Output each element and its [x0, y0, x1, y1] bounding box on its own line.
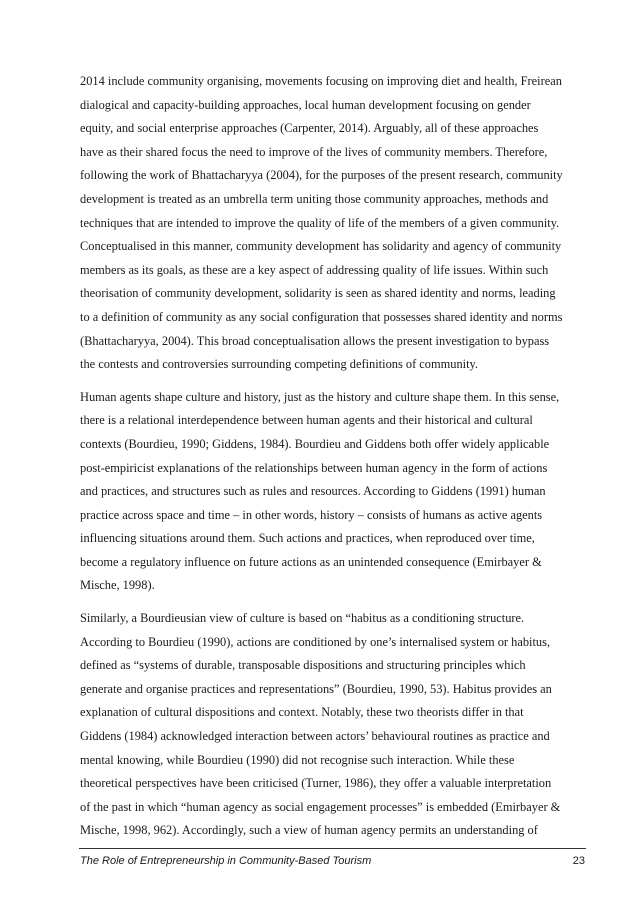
text-line: theoretical perspectives have been criticised (Turner, 1986), they offer a valuable interpretation [80, 776, 552, 791]
text-line: generate and organise practices and representations” (Bourdieu, 1990, 53). Habitus provides an [80, 681, 552, 696]
text-line: Giddens (1984) acknowledged interaction between actors’ behavioural routines as practice and [80, 729, 550, 744]
footer-divider [79, 848, 586, 849]
text-line: to a definition of community as any social configuration that possesses shared identity and norms [80, 309, 563, 324]
text-line: dialogical and capacity-building approaches, local human development focusing on gender [80, 97, 531, 112]
text-line: contexts (Bourdieu, 1990; Giddens, 1984). Bourdieu and Giddens both offer widely applicable [80, 436, 550, 451]
text-line: Mische, 1998, 962). Accordingly, such a view of human agency permits an understanding of [80, 823, 538, 838]
text-line: of the past in which “human agency as social engagement processes” is embedded (Emirbayer & [80, 799, 561, 814]
text-line: influencing situations around them. Such actions and practices, when reproduced over time, [80, 531, 535, 546]
text-line: theorisation of community development, solidarity is seen as shared identity and norms, leading [80, 286, 556, 301]
text-line: practice across space and time – in other words, history – consists of humans as active agents [80, 507, 543, 522]
text-line: have as their shared focus the need to improve of the lives of community members. Therefore, [80, 144, 548, 159]
paragraph-2 [80, 386, 585, 598]
text-line: following the work of Bhattacharyya (2004), for the purposes of the present research, community [80, 168, 563, 183]
footer-document-title: The Role of Entrepreneurship in Community-Based Tourism [80, 855, 372, 867]
text-line: explanation of cultural dispositions and context. Notably, these two theorists differ in that [80, 705, 524, 720]
text-line: Conceptualised in this manner, community development has solidarity and agency of community [80, 239, 562, 254]
text-line: there is a relational interdependence between human agents and their historical and cultural [80, 413, 533, 428]
text-line: Mische, 1998). [80, 578, 155, 593]
body-text [80, 70, 585, 852]
text-line: mental knowing, while Bourdieu (1990) did not recognise such interaction. While these [80, 752, 515, 767]
text-line: techniques that are intended to improve the quality of life of the members of a given community. [80, 215, 560, 230]
text-line: members as its goals, as these are a key aspect of addressing quality of life issues. Within such [80, 262, 549, 277]
text-line: Similarly, a Bourdieusian view of culture is based on “habitus as a conditioning structure. [80, 611, 525, 626]
text-line: (Bhattacharyya, 2004). This broad conceptualisation allows the present investigation to bypass [80, 333, 550, 348]
text-line: development is treated as an umbrella term uniting those community approaches, methods and [80, 191, 549, 206]
text-line: the contests and controversies surrounding competing definitions of community. [80, 357, 479, 372]
text-line: become a regulatory influence on future actions as an unintended consequence (Emirbayer & [80, 554, 542, 569]
text-line: post-empiricist explanations of the relationships between human agency in the form of actions [80, 460, 548, 475]
text-line: 2014 include community organising, movements focusing on improving diet and health, Freirean [80, 74, 562, 88]
paragraph-3 [80, 607, 585, 843]
text-line: equity, and social enterprise approaches (Carpenter, 2014). Arguably, all of these approaches [80, 121, 539, 136]
paragraph-1 [80, 70, 585, 377]
page-number: 23 [572, 855, 585, 867]
text-line: and practices, and structures such as rules and resources. According to Giddens (1991) human [80, 484, 546, 499]
text-line: According to Bourdieu (1990), actions are conditioned by one’s internalised system or habitus, [80, 634, 551, 649]
text-line: defined as “systems of durable, transposable dispositions and structuring principles which [80, 658, 526, 673]
text-line: Human agents shape culture and history, just as the history and culture shape them. In this sense, [80, 389, 560, 404]
